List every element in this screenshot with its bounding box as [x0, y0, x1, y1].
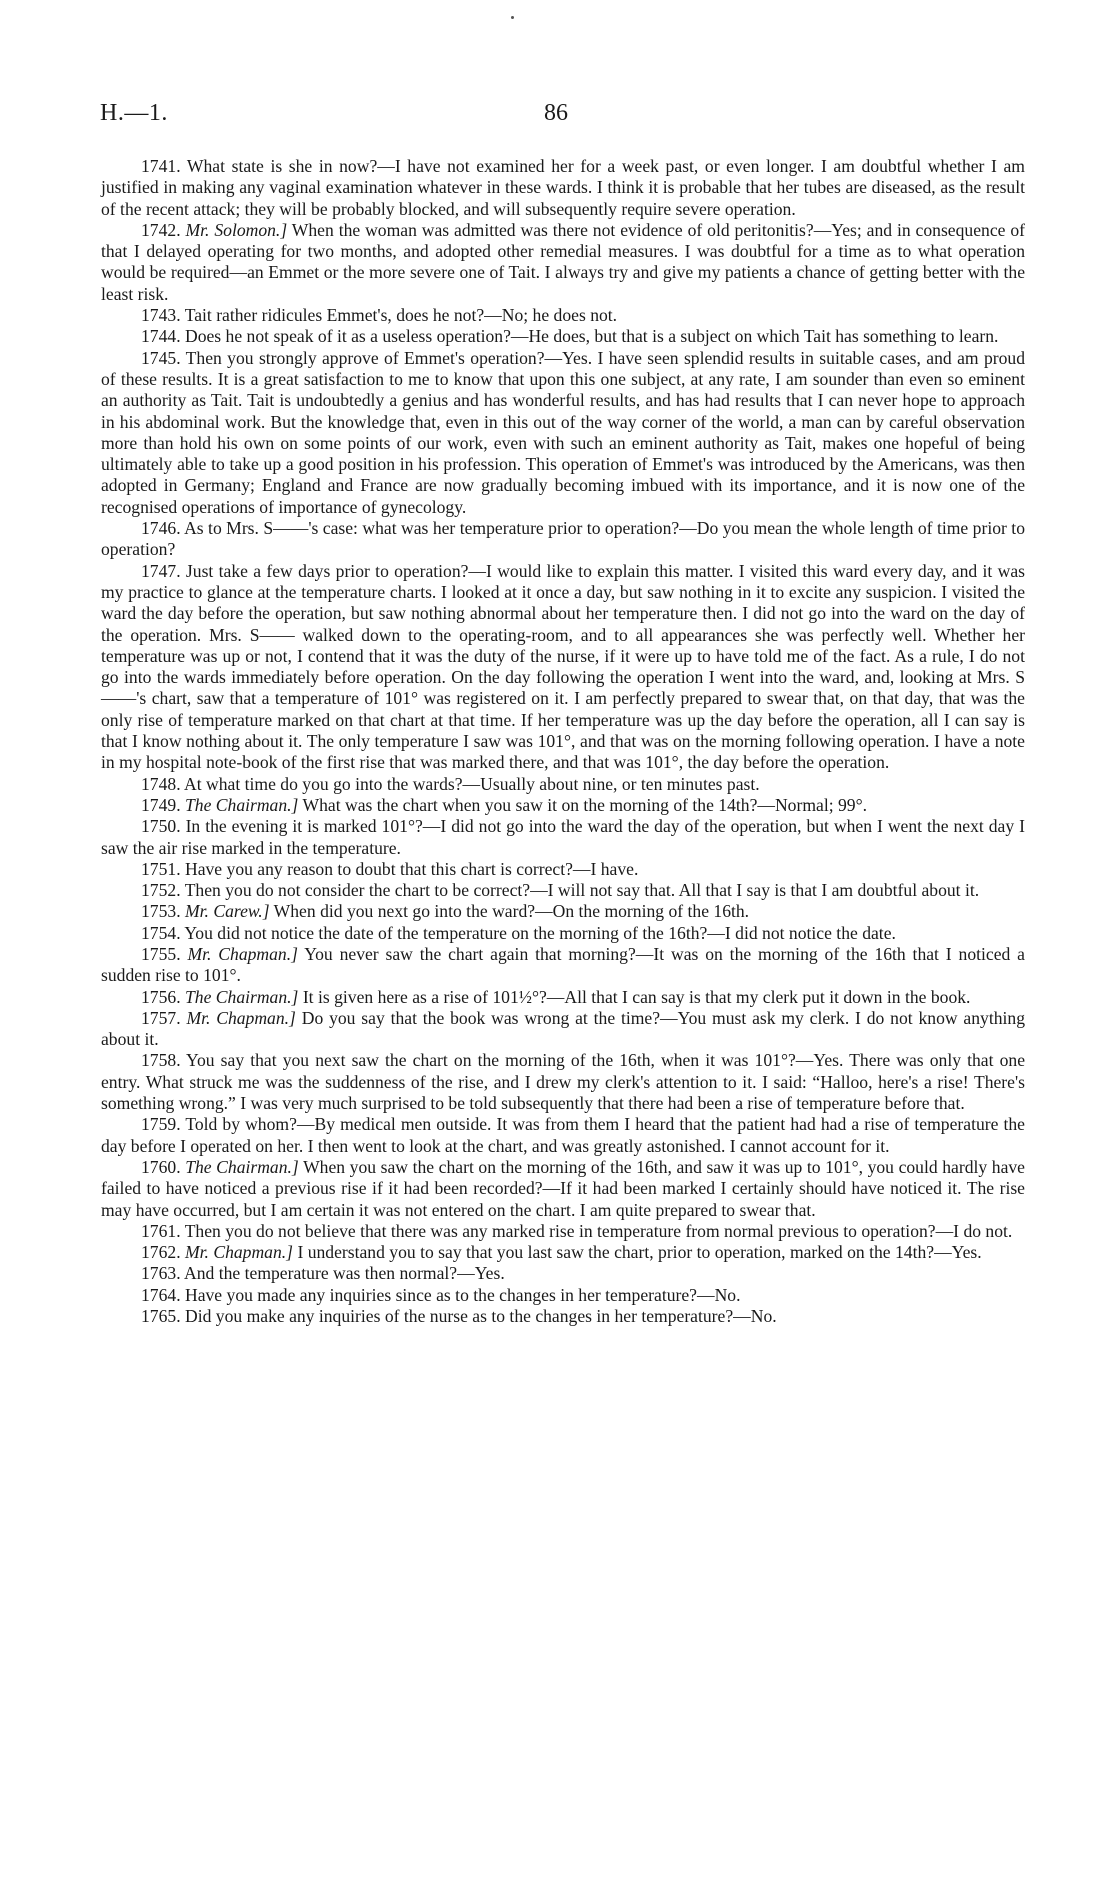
- page-header: [100, 100, 1020, 136]
- testimony-paragraph: [101, 326, 1025, 347]
- question-number: 1759.: [141, 1114, 181, 1135]
- question-answer-text: What state is she in now?—I have not examined her for a week past, or even longer. I am doubtful whether I am justified in making any vaginal examination whatever in these wards. I think it is probable that her tubes are diseased, as the result of the recent attack; they will be probably blocked, and will subsequently require severe operation.: [101, 156, 1025, 219]
- question-answer-text: I understand you to say that you last saw the chart, prior to operation, marked on the 14th?—Yes.: [297, 1242, 982, 1263]
- testimony-paragraph: [101, 944, 1025, 987]
- speaker-name: The Chairman.]: [185, 1156, 299, 1177]
- testimony-paragraph: [101, 774, 1025, 795]
- question-number: 1752.: [141, 880, 181, 901]
- speaker-name: Mr. Chapman.]: [185, 1242, 294, 1263]
- question-answer-text: Just take a few days prior to operation?—I would like to explain this matter. I visited this ward every day, and it was my practice to glance at the temperature charts. I looked at it once a day, but saw nothing in it to excite any suspicion. I visited the ward the day before the operation, but saw nothing abnormal about her temperature then. I did not go into the ward on the day of the operation. Mrs. S—— walked down to the operating-room, and to all appearances she was perfectly well. Whether her temperature was up or not, I contend that it was the duty of the nurse, if it were up to have told me of the fact. As a rule, I do not go into the wards immediately before operation. On the day following the operation I went into the ward, and, looking at Mrs. S——'s chart, saw that a temperature of 101° was registered on it. I am perfectly prepared to swear that, on that day, that was the only rise of temperature marked on that chart at that time. If her temperature was up the day before the operation, all I can say is that I know nothing about it. The only temperature I saw was 101°, and that was on the morning following operation. I have a note in my hospital note-book of the first rise that was marked there, and that was 101°, the day before the operation.: [101, 560, 1025, 773]
- testimony-paragraph: [101, 1242, 1025, 1263]
- question-number: 1757.: [141, 1007, 181, 1028]
- testimony-paragraph: [101, 348, 1025, 518]
- question-answer-text: Then you do not consider the chart to be correct?—I will not say that. All that I say is that I am doubtful about it.: [184, 880, 980, 901]
- question-number: 1764.: [141, 1284, 181, 1305]
- question-number: 1748.: [141, 773, 181, 794]
- question-number: 1744.: [141, 326, 181, 347]
- question-number: 1750.: [141, 816, 181, 837]
- testimony-paragraph: [101, 795, 1025, 816]
- testimony-paragraph: [101, 1050, 1025, 1114]
- speaker-name: Mr. Chapman.]: [187, 943, 298, 964]
- question-number: 1754.: [141, 922, 181, 943]
- question-number: 1765.: [141, 1306, 181, 1327]
- question-number: 1753.: [141, 901, 181, 922]
- question-number: 1763.: [141, 1263, 181, 1284]
- question-answer-text: In the evening it is marked 101°?—I did not go into the ward the day of the operation, but when I went the next day I saw the air rise marked in the temperature.: [101, 816, 1025, 858]
- question-answer-text: What was the chart when you saw it on the morning of the 14th?—Normal; 99°.: [302, 794, 868, 815]
- testimony-paragraph: [101, 305, 1025, 326]
- question-answer-text: When you saw the chart on the morning of the 16th, and saw it was up to 101°, you could hardly have failed to have noticed a previous rise if it had been recorded?—If it had been marked I certainly should have noticed it. The rise may have occurred, but I am certain it was not entered on the chart. I am quite prepared to swear that.: [101, 1156, 1025, 1220]
- question-answer-text: Do you say that the book was wrong at the time?—You must ask my clerk. I do not know anything about it.: [101, 1007, 1025, 1050]
- margin-dot: [511, 16, 514, 19]
- speaker-name: Mr. Chapman.]: [186, 1007, 296, 1028]
- testimony-paragraph: [101, 518, 1025, 561]
- testimony-paragraph: [101, 156, 1025, 220]
- testimony-paragraph: [101, 1008, 1025, 1051]
- question-answer-text: You never saw the chart again that morning?—It was on the morning of the 16th that I noticed a sudden rise to 101°.: [101, 943, 1025, 986]
- question-number: 1747.: [141, 560, 181, 581]
- testimony-paragraph: [101, 859, 1025, 880]
- testimony-paragraph: [101, 816, 1025, 859]
- testimony-paragraph: [101, 1157, 1025, 1221]
- question-number: 1761.: [141, 1220, 181, 1241]
- question-answer-text: You did not notice the date of the temperature on the morning of the 16th?—I did not notice the date.: [184, 922, 896, 943]
- question-answer-text: Then you strongly approve of Emmet's operation?—Yes. I have seen splendid results in suitable cases, and am proud of these results. It is a great satisfaction to me to know that upon this one subject, at any rate, I am sounder than even so eminent an authority as Tait. Tait is undoubtedly a genius and has wonderful results, and has had results that I can never hope to approach in his abdominal work. But the knowledge that, even in this out of the way corner of the world, a man can by careful observation more than hold his own on some points of our work, even with such an eminent authority as Tait, makes one hopeful of being ultimately able to take up a good position in his profession. This operation of Emmet's was introduced by the Americans, was then adopted in Germany; England and France are now gradually becoming imbued with its importance, and it is now one of the recognised operations of importance of gynecology.: [101, 347, 1025, 517]
- testimony-paragraph: [101, 561, 1025, 774]
- testimony-paragraph: [101, 1221, 1025, 1242]
- question-answer-text: Tait rather ridicules Emmet's, does he not?—No; he does not.: [184, 305, 618, 326]
- speaker-name: Mr. Carew.]: [185, 901, 270, 922]
- testimony-paragraph: [101, 987, 1025, 1008]
- question-answer-text: Did you make any inquiries of the nurse as to the changes in her temperature?—No.: [185, 1306, 777, 1327]
- question-number: 1742.: [141, 219, 181, 240]
- question-number: 1743.: [141, 305, 181, 326]
- question-answer-text: When the woman was admitted was there not evidence of old peritonitis?—Yes; and in consequence of that I delayed operating for two months, and adopted other remedial measures. I was doubtful for a time as to what operation would be required—an Emmet or the more severe one of Tait. I always try and give my patients a chance of getting better with the least risk.: [101, 219, 1025, 304]
- question-answer-text: Have you made any inquiries since as to the changes in her temperature?—No.: [185, 1284, 741, 1305]
- question-answer-text: At what time do you go into the wards?—Usually about nine, or ten minutes past.: [184, 773, 760, 794]
- question-answer-text: Does he not speak of it as a useless operation?—He does, but that is a subject on which Tait has something to learn.: [185, 326, 999, 347]
- speaker-name: The Chairman.]: [185, 986, 299, 1007]
- question-answer-text: When did you next go into the ward?—On the morning of the 16th.: [273, 901, 750, 922]
- speaker-name: The Chairman.]: [185, 794, 299, 815]
- question-number: 1741.: [141, 156, 181, 176]
- testimony-paragraph: [101, 1306, 1025, 1327]
- question-answer-text: And the temperature was then normal?—Yes.: [184, 1263, 505, 1284]
- testimony-body: [101, 156, 1025, 1327]
- document-reference: H.—1.: [100, 100, 168, 126]
- question-number: 1749.: [141, 794, 181, 815]
- question-number: 1762.: [141, 1242, 181, 1263]
- testimony-paragraph: [101, 1285, 1025, 1306]
- page-number: 86: [544, 100, 568, 126]
- question-number: 1746.: [141, 518, 181, 539]
- testimony-paragraph: [101, 220, 1025, 305]
- question-number: 1756.: [141, 986, 181, 1007]
- testimony-paragraph: [101, 923, 1025, 944]
- question-answer-text: Then you do not believe that there was any marked rise in temperature from normal previous to operation?—I do not.: [184, 1220, 1013, 1241]
- question-number: 1760.: [141, 1156, 181, 1177]
- testimony-paragraph: [101, 880, 1025, 901]
- question-answer-text: You say that you next saw the chart on the morning of the 16th, when it was 101°?—Yes. There was only that one entry. What struck me was the suddenness of the rise, and I drew my clerk's attention to it. I said: “Halloo, here's a rise! There's something wrong.” I was very much surprised to be told subsequently that there had been a rise of temperature before that.: [101, 1050, 1025, 1114]
- question-number: 1758.: [141, 1050, 181, 1071]
- question-answer-text: As to Mrs. S——'s case: what was her temperature prior to operation?—Do you mean the whole length of time prior to operation?: [101, 518, 1025, 560]
- testimony-paragraph: [101, 1114, 1025, 1157]
- question-answer-text: Have you any reason to doubt that this chart is correct?—I have.: [185, 858, 639, 879]
- question-number: 1751.: [141, 858, 181, 879]
- question-number: 1745.: [141, 347, 181, 368]
- testimony-paragraph: [101, 901, 1025, 922]
- question-number: 1755.: [141, 943, 181, 964]
- question-answer-text: It is given here as a rise of 101½°?—All that I can say is that my clerk put it down in the book.: [302, 986, 971, 1007]
- testimony-paragraph: [101, 1263, 1025, 1284]
- question-answer-text: Told by whom?—By medical men outside. It was from them I heard that the patient had had a rise of temperature the day before I operated on her. I then went to look at the chart, and was greatly astonished. I cannot account for it.: [101, 1114, 1025, 1156]
- speaker-name: Mr. Solomon.]: [185, 219, 288, 240]
